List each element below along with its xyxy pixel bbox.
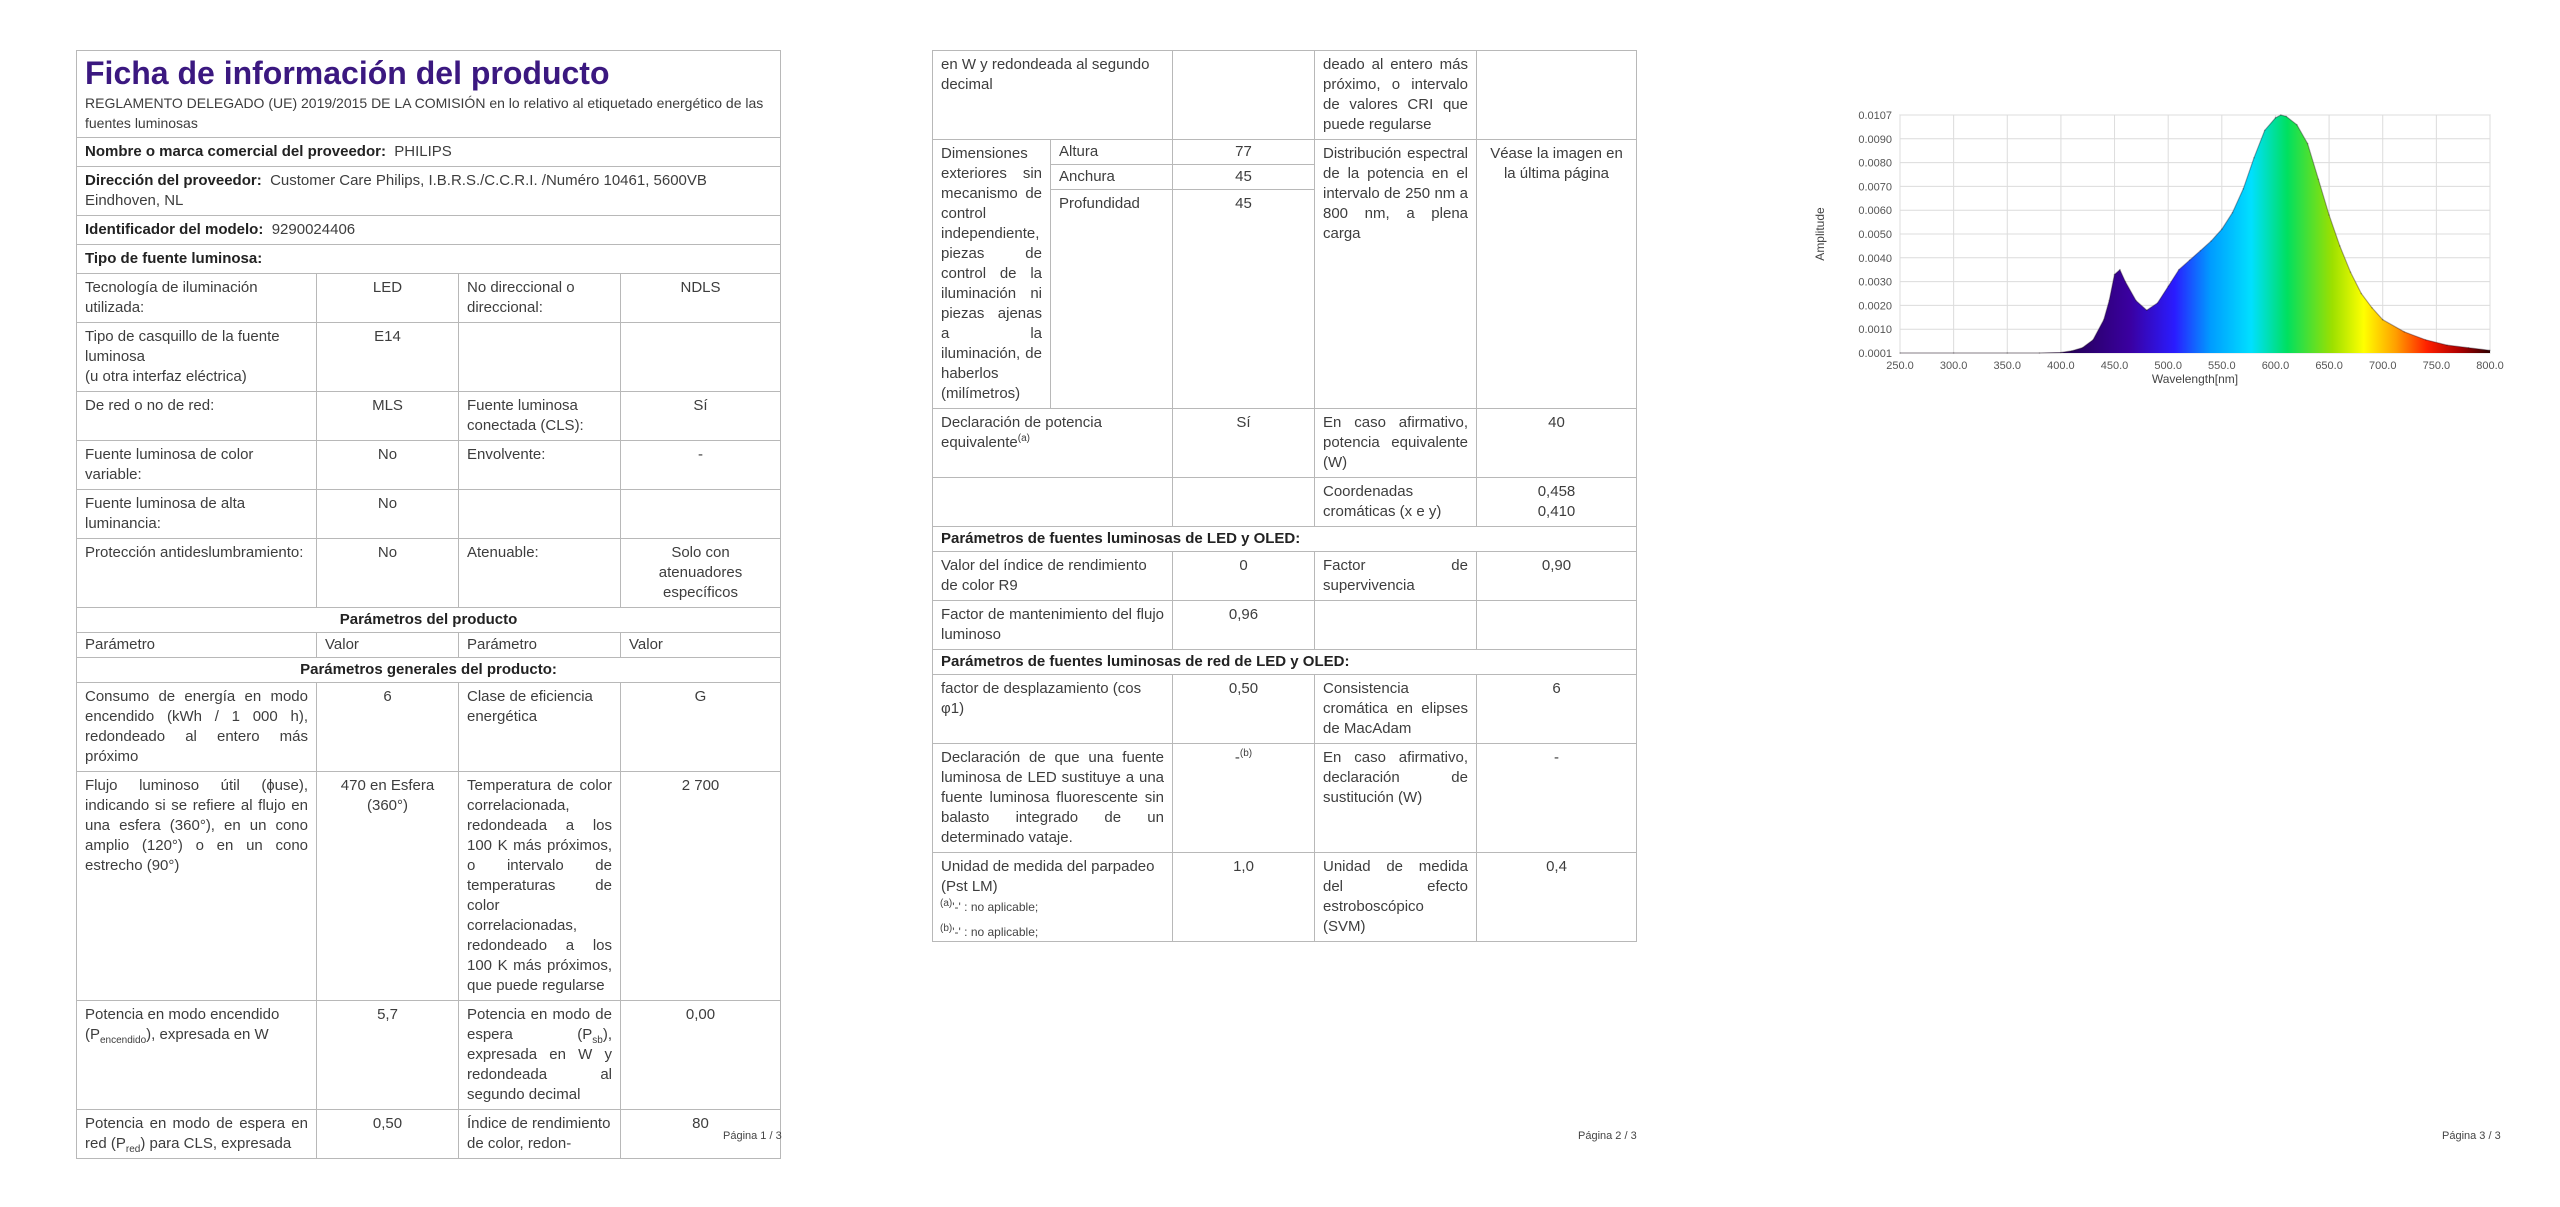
y-tick-label: 0.0010 xyxy=(1858,324,1892,337)
address-label: Dirección del proveedor: xyxy=(85,172,262,189)
equivalent-power-label: Declaración de potencia equivalente$^{(a)}$ xyxy=(933,409,1173,478)
x-tick-label: 350.0 xyxy=(1993,360,2022,372)
empty-cell xyxy=(1477,601,1637,650)
stroboscopic-label: Unidad de medida del efecto estroboscópico (SVM) xyxy=(1315,853,1477,942)
spectrum-point xyxy=(2125,281,2127,283)
flux-label: Flujo luminoso útil (ɸuse), indicando si se refiere al flujo en una esfera (360°), en un cono amplio (120°) o en un cono estrecho (90°) xyxy=(77,772,317,1001)
continued-label-left: en W y redondeada al segundo decimal xyxy=(933,51,1173,140)
r9-label: Valor del índice de rendimiento de color R9 xyxy=(933,552,1173,601)
spectrum-point xyxy=(2285,116,2287,118)
spectrum-point xyxy=(2361,293,2363,295)
survival-label: Factor de supervivencia xyxy=(1315,552,1477,601)
col-header-param: Parámetro xyxy=(459,633,621,658)
x-tick-label: 400.0 xyxy=(2047,360,2075,372)
chromaticity-value: 0,458 0,410 xyxy=(1477,478,1637,527)
spectrum-point xyxy=(2307,143,2309,145)
y-tick-label: 0.0050 xyxy=(1858,229,1892,241)
page-title: Ficha de información del producto xyxy=(85,55,610,91)
empty-cell xyxy=(1315,601,1477,650)
spectrum-point xyxy=(2350,271,2352,273)
x-axis-label: Wavelength[nm] xyxy=(2151,372,2239,386)
supplier-label: Nombre o marca comercial del proveedor: xyxy=(85,143,386,160)
empty-cell xyxy=(1477,51,1637,140)
color-variable-label: Fuente luminosa de color variable: xyxy=(77,441,317,490)
x-tick-label: 500.0 xyxy=(2154,360,2182,372)
spectrum-point xyxy=(2468,347,2470,349)
cct-label: Temperatura de color correlacionada, redondeada a los 100 K más próximos, o intervalo de temperaturas de color correlacionadas, redondeado a los 100 K más próximos, que puede regularse xyxy=(459,772,621,1001)
y-tick-label: 0.0070 xyxy=(1858,181,1892,194)
width-label: Anchura xyxy=(1051,165,1173,190)
page-number: Página 1 / 3 xyxy=(723,1130,782,1142)
displacement-label: factor de desplazamiento (cos φ1) xyxy=(933,675,1173,744)
spectrum-point xyxy=(2119,269,2121,271)
params-heading: Parámetros del producto xyxy=(77,608,781,633)
spectrum-point xyxy=(2178,269,2180,271)
footnote-a: $^{(a)}$'-' : no aplicable; xyxy=(940,898,1039,914)
equivalent-power-value: Sí xyxy=(1173,409,1315,478)
page-number: Página 2 / 3 xyxy=(1578,1130,1637,1142)
empty-cell xyxy=(621,490,781,539)
chromaticity-label: Coordenadas cromáticas (x e y) xyxy=(1315,478,1477,527)
efficiency-value: G xyxy=(621,683,781,772)
flicker-label: Unidad de medida del parpadeo (Pst LM) xyxy=(933,853,1173,942)
supplier-value: PHILIPS xyxy=(394,143,452,160)
empty-cell xyxy=(1173,478,1315,527)
spectrum-point xyxy=(1953,352,1955,354)
depth-value: 45 xyxy=(1173,190,1315,409)
envelope-label: Envolvente: xyxy=(459,441,621,490)
cap-label-line2: (u otra interfaz eléctrica) xyxy=(85,368,247,385)
spd-label: Distribución espectral de la potencia en el intervalo de 250 nm a 800 nm, a plena carga xyxy=(1315,140,1477,409)
page-3 xyxy=(1720,0,2560,1207)
page-1 xyxy=(0,0,860,1207)
empty-cell xyxy=(933,478,1173,527)
y-tick-label: 0.0020 xyxy=(1858,300,1892,313)
spectrum-point xyxy=(2039,352,2041,354)
continued-label-right: deado al entero más próximo, o intervalo de valores CRI que puede regularse xyxy=(1315,51,1477,140)
network-standby-value: 0,50 xyxy=(317,1110,459,1159)
general-params-heading: Parámetros generales del producto: xyxy=(77,658,781,683)
spectrum-point xyxy=(2253,157,2255,159)
spectrum-point xyxy=(2200,250,2202,252)
spectrum-point xyxy=(2425,339,2427,341)
y-tick-label: 0.0107 xyxy=(1858,110,1892,122)
dimmable-label: Atenuable: xyxy=(459,539,621,608)
depth-label: Profundidad xyxy=(1051,190,1173,409)
y-tick-label: 0.0001 xyxy=(1858,348,1892,360)
stroboscopic-value: 0,4 xyxy=(1477,853,1637,942)
x-tick-label: 750.0 xyxy=(2422,360,2451,372)
model-value: 9290024406 xyxy=(271,221,356,238)
height-label: Altura xyxy=(1051,140,1173,165)
high-luminance-value: No xyxy=(317,490,459,539)
col-header-value: Valor xyxy=(317,633,459,658)
spectrum-point xyxy=(2007,352,2009,354)
spectrum-point xyxy=(2108,300,2110,302)
cct-value: 2 700 xyxy=(621,772,781,1001)
page-2 xyxy=(860,0,1720,1207)
color-variable-value: No xyxy=(317,441,459,490)
regulation-text: REGLAMENTO DELEGADO (UE) 2019/2015 DE LA COMISIÓN en lo relativo al etiquetado energético de las fuentes luminosas xyxy=(85,95,764,131)
x-tick-label: 300.0 xyxy=(1939,360,1968,372)
cri-value: 80 xyxy=(621,1110,781,1159)
empty-cell xyxy=(621,323,781,392)
spectrum-point xyxy=(1899,352,1901,354)
lumen-maintenance-label: Factor de mantenimiento del flujo luminoso xyxy=(933,601,1173,650)
y-tick-label: 0.0060 xyxy=(1858,205,1892,218)
spectrum-point xyxy=(2489,350,2491,352)
retrofit-watt-label: En caso afirmativo, declaración de sustitución (W) xyxy=(1315,744,1477,853)
glare-value: No xyxy=(317,539,459,608)
empty-cell xyxy=(459,490,621,539)
retrofit-label: Declaración de que una fuente luminosa de LED sustituye a una fuente luminosa fluorescente sin balasto integrado de un determinado vataje. xyxy=(933,744,1173,853)
cri-label: Índice de rendimiento de color, redon- xyxy=(459,1110,621,1159)
macadam-label: Consistencia cromática en elipses de MacAdam xyxy=(1315,675,1477,744)
spectrum-point xyxy=(2135,300,2137,302)
empty-cell xyxy=(1173,51,1315,140)
source-type-heading: Tipo de fuente luminosa: xyxy=(77,245,781,274)
spectrum-point xyxy=(2328,214,2330,216)
spd-value: Véase la imagen en la última página xyxy=(1477,140,1637,409)
spectrum-point xyxy=(2232,212,2234,214)
tech-value: LED xyxy=(317,274,459,323)
x-tick-label: 550.0 xyxy=(2208,360,2236,372)
spectrum-point xyxy=(2103,319,2105,321)
high-luminance-label: Fuente luminosa de alta luminancia: xyxy=(77,490,317,539)
equivalent-watt-label: En caso afirmativo, potencia equivalente (W) xyxy=(1315,409,1477,478)
x-tick-label: 600.0 xyxy=(2261,360,2290,372)
cap-label-line1: Tipo de casquillo de la fuente luminosa xyxy=(85,328,280,365)
x-tick-label: 650.0 xyxy=(2315,360,2343,372)
spectrum-point xyxy=(2157,302,2159,304)
spectrum-point xyxy=(2082,347,2084,349)
x-tick-label: 700.0 xyxy=(2368,360,2397,372)
col-header-value: Valor xyxy=(621,633,781,658)
flux-value: 470 en Esfera (360°) xyxy=(317,772,459,1001)
y-tick-label: 0.0080 xyxy=(1858,157,1892,170)
mains-label: De red o no de red: xyxy=(77,392,317,441)
spectrum-point xyxy=(2060,352,2062,354)
mains-value: MLS xyxy=(317,392,459,441)
energy-value: 6 xyxy=(317,683,459,772)
cls-label: Fuente luminosa conectada (CLS): xyxy=(459,392,621,441)
address-value: Customer Care Philips, I.B.R.S./C.C.R.I. /Numéro 10461, 5600VB Eindhoven, NL xyxy=(85,172,707,209)
spectrum-point xyxy=(2243,188,2245,190)
cap-value: E14 xyxy=(317,323,459,392)
cls-value: Sí xyxy=(621,392,781,441)
col-header-param: Parámetro xyxy=(77,633,317,658)
spectrum-point xyxy=(2296,124,2298,126)
led-params-heading: Parámetros de fuentes luminosas de LED y OLED: xyxy=(933,527,1637,552)
spectrum-point xyxy=(2382,319,2384,321)
page-number: Página 3 / 3 xyxy=(2442,1130,2501,1142)
mains-led-params-heading: Parámetros de fuentes luminosas de red de LED y OLED: xyxy=(933,650,1637,675)
survival-value: 0,90 xyxy=(1477,552,1637,601)
product-info-table-page2 xyxy=(932,50,1637,942)
flicker-value: 1,0 xyxy=(1173,853,1315,942)
x-tick-label: 450.0 xyxy=(2100,360,2129,372)
spectrum-point xyxy=(2221,228,2223,230)
y-tick-label: 0.0030 xyxy=(1858,276,1892,289)
standby-value: 0,00 xyxy=(621,1001,781,1110)
spectrum-point xyxy=(2318,179,2320,181)
lumen-maintenance-value: 0,96 xyxy=(1173,601,1315,650)
spectrum-point xyxy=(2446,344,2448,346)
height-value: 77 xyxy=(1173,140,1315,165)
y-tick-label: 0.0090 xyxy=(1858,133,1892,146)
empty-cell xyxy=(459,323,621,392)
r9-value: 0 xyxy=(1173,552,1315,601)
nondir-label: No direccional o direccional: xyxy=(459,274,621,323)
displacement-value: 0,50 xyxy=(1173,675,1315,744)
spectrum-point xyxy=(2092,339,2094,341)
nondir-value: NDLS xyxy=(621,274,781,323)
retrofit-watt-value: - xyxy=(1477,744,1637,853)
dimensions-label: Dimensiones exteriores sin mecanismo de control independiente, piezas de control de la iluminación ni piezas ajenas a la iluminación, de haberlos (milímetros) xyxy=(933,140,1051,409)
spectrum-point xyxy=(2071,350,2073,352)
spectrum-point xyxy=(2339,245,2341,247)
efficiency-label: Clase de eficiencia energética xyxy=(459,683,621,772)
equivalent-watt-value: 40 xyxy=(1477,409,1637,478)
standby-label: Potencia en modo de espera $(P_{sb})$, expresada en W y redondeada al segundo decimal xyxy=(459,1001,621,1110)
model-label: Identificador del modelo: xyxy=(85,221,264,238)
tech-label: Tecnología de iluminación utilizada: xyxy=(77,274,317,323)
spectrum-point xyxy=(2189,259,2191,261)
envelope-value: - xyxy=(621,441,781,490)
dimmable-value: Solo con atenuadores específicos xyxy=(621,539,781,608)
spectrum-point xyxy=(2114,274,2116,276)
cap-label xyxy=(77,323,317,392)
glare-label: Protección antideslumbramiento: xyxy=(77,539,317,608)
x-tick-label: 800.0 xyxy=(2476,360,2504,372)
energy-label: Consumo de energía en modo encendido (kWh / 1 000 h), redondeado al entero más próximo xyxy=(77,683,317,772)
spectrum-point xyxy=(2264,130,2266,132)
product-info-table-page1 xyxy=(76,50,781,1159)
spectrum-point xyxy=(2210,240,2212,242)
width-value: 45 xyxy=(1173,165,1315,190)
macadam-value: 6 xyxy=(1477,675,1637,744)
y-axis-label: Amplitude xyxy=(1813,207,1827,261)
power-on-label: Potencia en modo encendido $(P_{encendido})$, expresada en W xyxy=(77,1001,317,1110)
footnote-b: $^{(b)}$'-' : no aplicable; xyxy=(940,923,1039,939)
spectrum-point xyxy=(2371,307,2373,309)
x-tick-label: 250.0 xyxy=(1886,360,1914,372)
spectrum-point xyxy=(2280,114,2282,116)
spectrum-point xyxy=(2275,117,2277,119)
spectrum-point xyxy=(2403,331,2405,333)
network-standby-label: Potencia en modo de espera en red $(P_{red})$ para CLS, expresada xyxy=(77,1110,317,1159)
y-tick-label: 0.0040 xyxy=(1858,252,1892,265)
spectrum-point xyxy=(2146,309,2148,311)
spectrum-point xyxy=(2167,286,2169,288)
retrofit-value: -$^{(b)}$ xyxy=(1173,744,1315,853)
spectral-power-chart xyxy=(1810,100,2530,420)
power-on-value: 5,7 xyxy=(317,1001,459,1110)
